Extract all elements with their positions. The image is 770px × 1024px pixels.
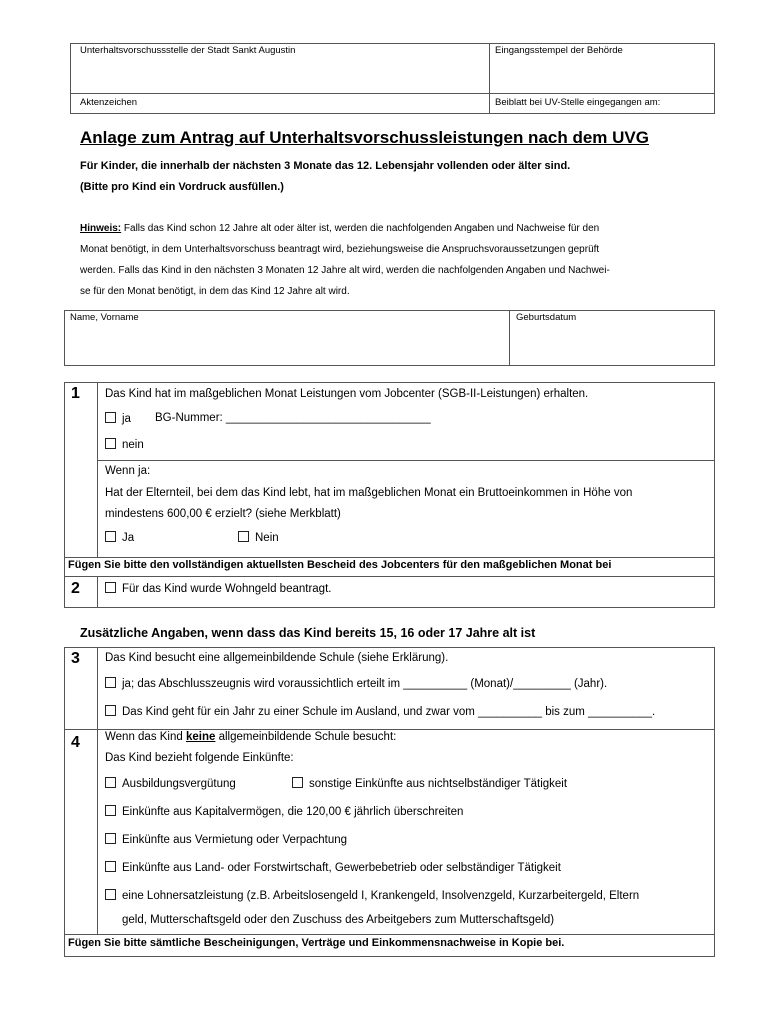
section-4-question [105,731,396,743]
option-label: Ausbildungsvergütung [122,778,236,790]
checkbox[interactable] [105,777,116,788]
checkbox[interactable] [105,531,116,542]
option-label: ja; das Abschlusszeugnis wird voraussichtlich erteilt im __________ (Monat)/_________ (Jahr). [122,678,608,690]
capital-income-option[interactable] [105,805,463,818]
income-question-line2: mindestens 600,00 € erzielt? (siehe Merkblatt) [105,508,341,520]
hint-line: Monat benötigt, in dem Unterhaltsvorschuss beantragt wird, beziehungsweise die Anspruchsvoraussetzungen geprüft [80,244,600,255]
extra-section-title: Zusätzliche Angaben, wenn dass das Kind bereits 15, 16 oder 17 Jahre alt ist [80,626,536,640]
option-label: Ja [122,532,135,544]
page-title: Anlage zum Antrag auf Unterhaltsvorschussleistungen nach dem UVG [80,128,649,147]
header-divider [489,43,490,114]
name-label: Name, Vorname [70,312,139,323]
option-label: Einkünfte aus Kapitalvermögen, die 120,00 € jährlich überschreiten [122,806,464,818]
wage-replacement-option[interactable] [105,889,639,902]
checkbox[interactable] [105,438,116,449]
income-intro: Das Kind bezieht folgende Einkünfte: [105,752,294,764]
checkbox[interactable] [105,412,116,423]
checkbox[interactable] [105,889,116,900]
section-number-column [97,647,98,934]
subtitle-1: Für Kinder, die innerhalb der nächsten 3 Monate das 12. Lebensjahr vollenden oder älter sind. [80,160,571,172]
rental-income-option[interactable] [105,833,347,846]
business-income-option[interactable] [105,861,561,874]
section-1-number: 1 [71,385,80,402]
emphasis: keine [185,731,216,743]
name-box[interactable] [64,310,715,366]
question-text: allgemeinbildende Schule besucht: [215,731,397,743]
section-4-note: Fügen Sie bitte sämtliche Bescheinigungen, Verträge und Einkommensnachweise in Kopie bei. [68,937,565,949]
checkbox[interactable] [105,705,116,716]
other-income-option[interactable] [292,777,567,790]
section-1-question: Das Kind hat im maßgeblichen Monat Leistungen vom Jobcenter (SGB-II-Leistungen) erhalten. [105,388,589,400]
hint-label: Hinweis: [80,223,122,234]
checkbox[interactable] [105,805,116,816]
row-divider [97,460,715,461]
wage-replacement-continued: geld, Mutterschaftsgeld oder den Zuschuss des Arbeitgebers zum Mutterschaftsgeld) [122,914,555,926]
office-label: Unterhaltsvorschussstelle der Stadt Sankt Augustin [80,45,296,56]
option-label: sonstige Einkünfte aus nichtselbständiger Tätigkeit [309,778,568,790]
option-label: nein [122,439,144,451]
option-label: Nein [255,532,279,544]
option-label: Einkünfte aus Vermietung oder Verpachtung [122,834,348,846]
received-label: Beiblatt bei UV-Stelle eingegangen am: [495,97,661,108]
row-divider [64,576,715,577]
checkbox[interactable] [238,531,249,542]
section-number-column [97,576,98,608]
bg-number-field[interactable]: BG-Nummer: ________________________________ [155,412,431,424]
subtitle-2: (Bitte pro Kind ein Vordruck ausfüllen.) [80,181,284,193]
file-number-label: Aktenzeichen [80,97,138,108]
hint-line: Falls das Kind schon 12 Jahre alt oder älter ist, werden die nachfolgenden Angaben und Nachweise für den [121,223,600,234]
row-divider [64,934,715,935]
checkbox[interactable] [105,677,116,688]
income-question-line1: Hat der Elternteil, bei dem das Kind lebt, hat im maßgeblichen Monat ein Bruttoeinkommen in Höhe von [105,487,633,499]
option-label: Das Kind geht für ein Jahr zu einer Schule im Ausland, und zwar vom __________ bis zum __________. [122,706,656,718]
wohngeld-option[interactable] [105,582,331,595]
option-label: ja [122,413,131,425]
section-3-question: Das Kind besucht eine allgemeinbildende Schule (siehe Erklärung). [105,652,449,664]
row-divider [64,729,715,730]
certificate-option[interactable] [105,677,607,690]
birthdate-label: Geburtsdatum [516,312,577,323]
wenn-ja-label: Wenn ja: [105,465,151,477]
name-divider [509,310,510,366]
Nein-option[interactable] [238,531,279,544]
hint-line: werden. Falls das Kind in den nächsten 3 Monaten 12 Jahre alt wird, werden die nachfolgenden Angaben und Nachwei- [80,265,610,276]
question-text: Wenn das Kind [105,731,186,743]
option-label: eine Lohnersatzleistung (z.B. Arbeitslosengeld I, Krankengeld, Insolvenzgeld, Kurzarbeitergeld, Eltern [122,890,640,902]
hint-text [80,218,610,302]
header-row-divider [70,93,715,94]
section-1-note: Fügen Sie bitte den vollständigen aktuellsten Bescheid des Jobcenters für den maßgeblichen Monat bei [68,559,612,571]
nein-option[interactable] [105,438,144,451]
row-divider [64,557,715,558]
section-4-number: 4 [71,734,80,751]
section-3-number: 3 [71,650,80,667]
hint-line: se für den Monat benötigt, in dem das Kind 12 Jahre alt wird. [80,286,350,297]
training-pay-option[interactable] [105,777,236,790]
Ja-option[interactable] [105,531,134,544]
checkbox[interactable] [105,582,116,593]
checkbox[interactable] [292,777,303,788]
ja-option[interactable] [105,412,131,425]
section-number-column [97,382,98,557]
section-3-4-box [64,647,715,957]
section-2-number: 2 [71,580,80,597]
stamp-label: Eingangsstempel der Behörde [495,45,623,56]
checkbox[interactable] [105,861,116,872]
option-label: Einkünfte aus Land- oder Forstwirtschaft, Gewerbebetrieb oder selbständiger Tätigkeit [122,862,561,874]
option-label: Für das Kind wurde Wohngeld beantragt. [122,583,332,595]
abroad-option[interactable] [105,705,655,718]
checkbox[interactable] [105,833,116,844]
